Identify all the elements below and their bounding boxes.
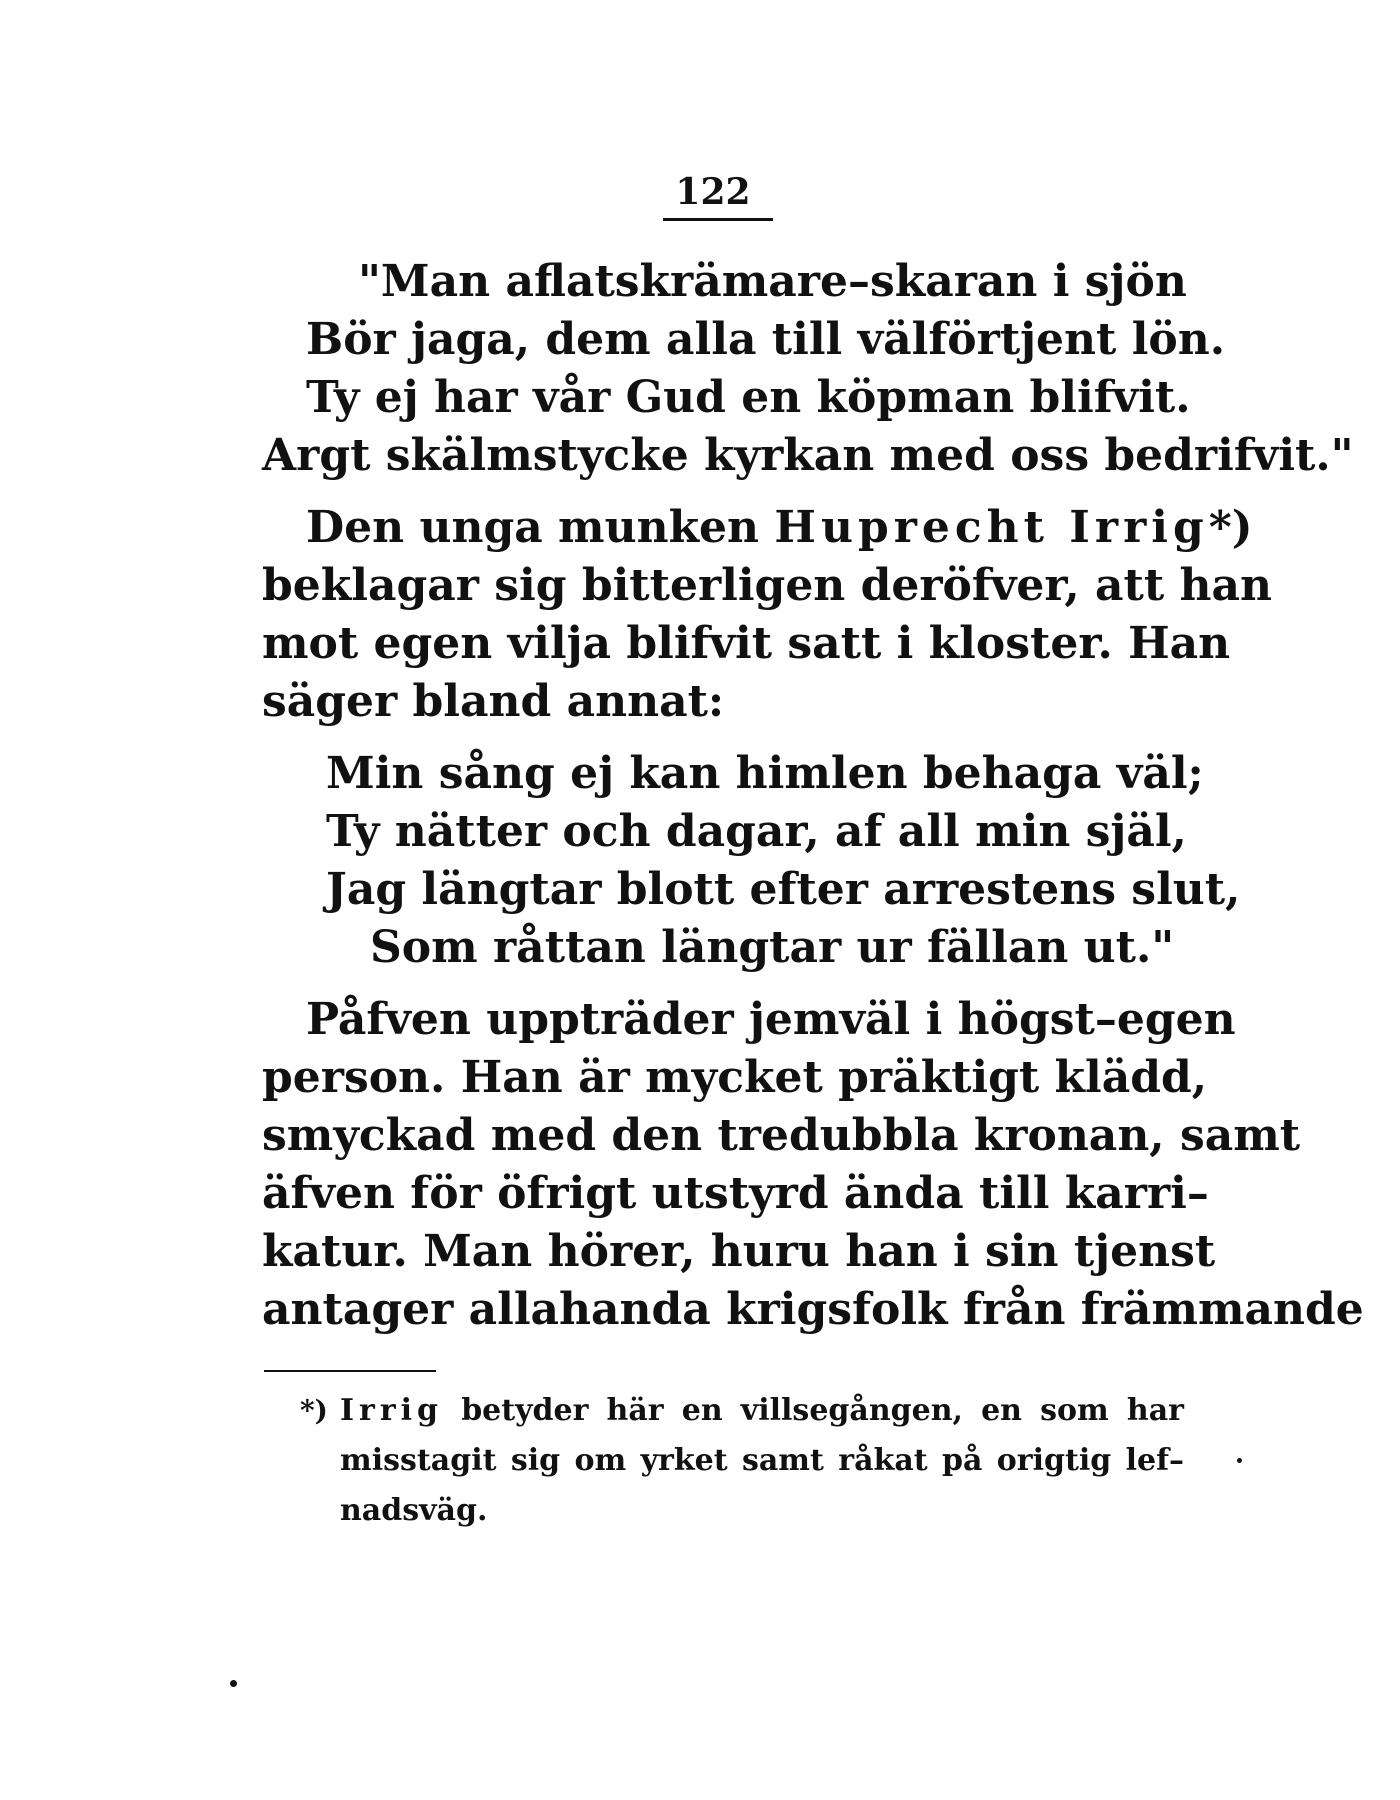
prose-line: person. Han är mycket präktigt klädd, — [262, 1052, 1208, 1103]
prose-line: smyckad med den tredubbla kronan, samt — [262, 1110, 1301, 1161]
verse-line: Som råttan längtar ur fällan ut." — [370, 922, 1175, 973]
prose-line: äfven för öfrigt utstyrd ända till karri– — [262, 1168, 1209, 1219]
verse-line: Min sång ej kan himlen behaga väl; — [326, 748, 1204, 799]
footnote-text: betyder här en villsegången, en som har — [461, 1393, 1184, 1428]
page-number: 122 — [675, 171, 751, 213]
footnote-line: nadsväg. — [340, 1493, 488, 1528]
verse-line: Ty ej har vår Gud en köpman blifvit. — [306, 372, 1191, 423]
footnote-reference: *) — [1208, 502, 1253, 553]
prose-text: Den unga munken — [306, 502, 760, 553]
prose-line: katur. Man hörer, huru han i sin tjenst — [262, 1226, 1216, 1277]
verse-line: "Man aflatskrämare–skaran i sjön — [358, 256, 1187, 307]
verse-line: Argt skälmstycke kyrkan med oss bedrifvit." — [262, 430, 1354, 481]
name-spaced: Huprecht Irrig — [774, 502, 1209, 553]
footnote-line: misstagit sig om yrket samt råkat på origtig lef– — [340, 1443, 1184, 1478]
verse-line: Jag längtar blott efter arrestens slut, — [326, 864, 1241, 915]
prose-line: beklagar sig bitterligen deröfver, att han — [262, 560, 1272, 611]
verse-line: Ty nätter och dagar, af all min själ, — [326, 806, 1187, 857]
prose-line: mot egen vilja blifvit satt i kloster. Han — [262, 618, 1231, 669]
prose-line: säger bland annat: — [262, 676, 725, 727]
page-number-rule — [663, 218, 773, 221]
scan-speck — [1237, 1458, 1242, 1463]
verse-line: Bör jaga, dem alla till välförtjent lön. — [306, 314, 1226, 365]
prose-line — [306, 500, 1253, 556]
scan-speck — [230, 1680, 237, 1687]
footnote-marker: *) — [300, 1394, 328, 1427]
footnote-rule — [264, 1370, 436, 1372]
prose-line: Påfven uppträder jemväl i högst–egen — [306, 994, 1236, 1045]
footnote-line — [340, 1391, 1184, 1431]
footnote-term: Irrig — [340, 1393, 444, 1428]
prose-line: antager allahanda krigsfolk från främmande — [262, 1284, 1364, 1335]
